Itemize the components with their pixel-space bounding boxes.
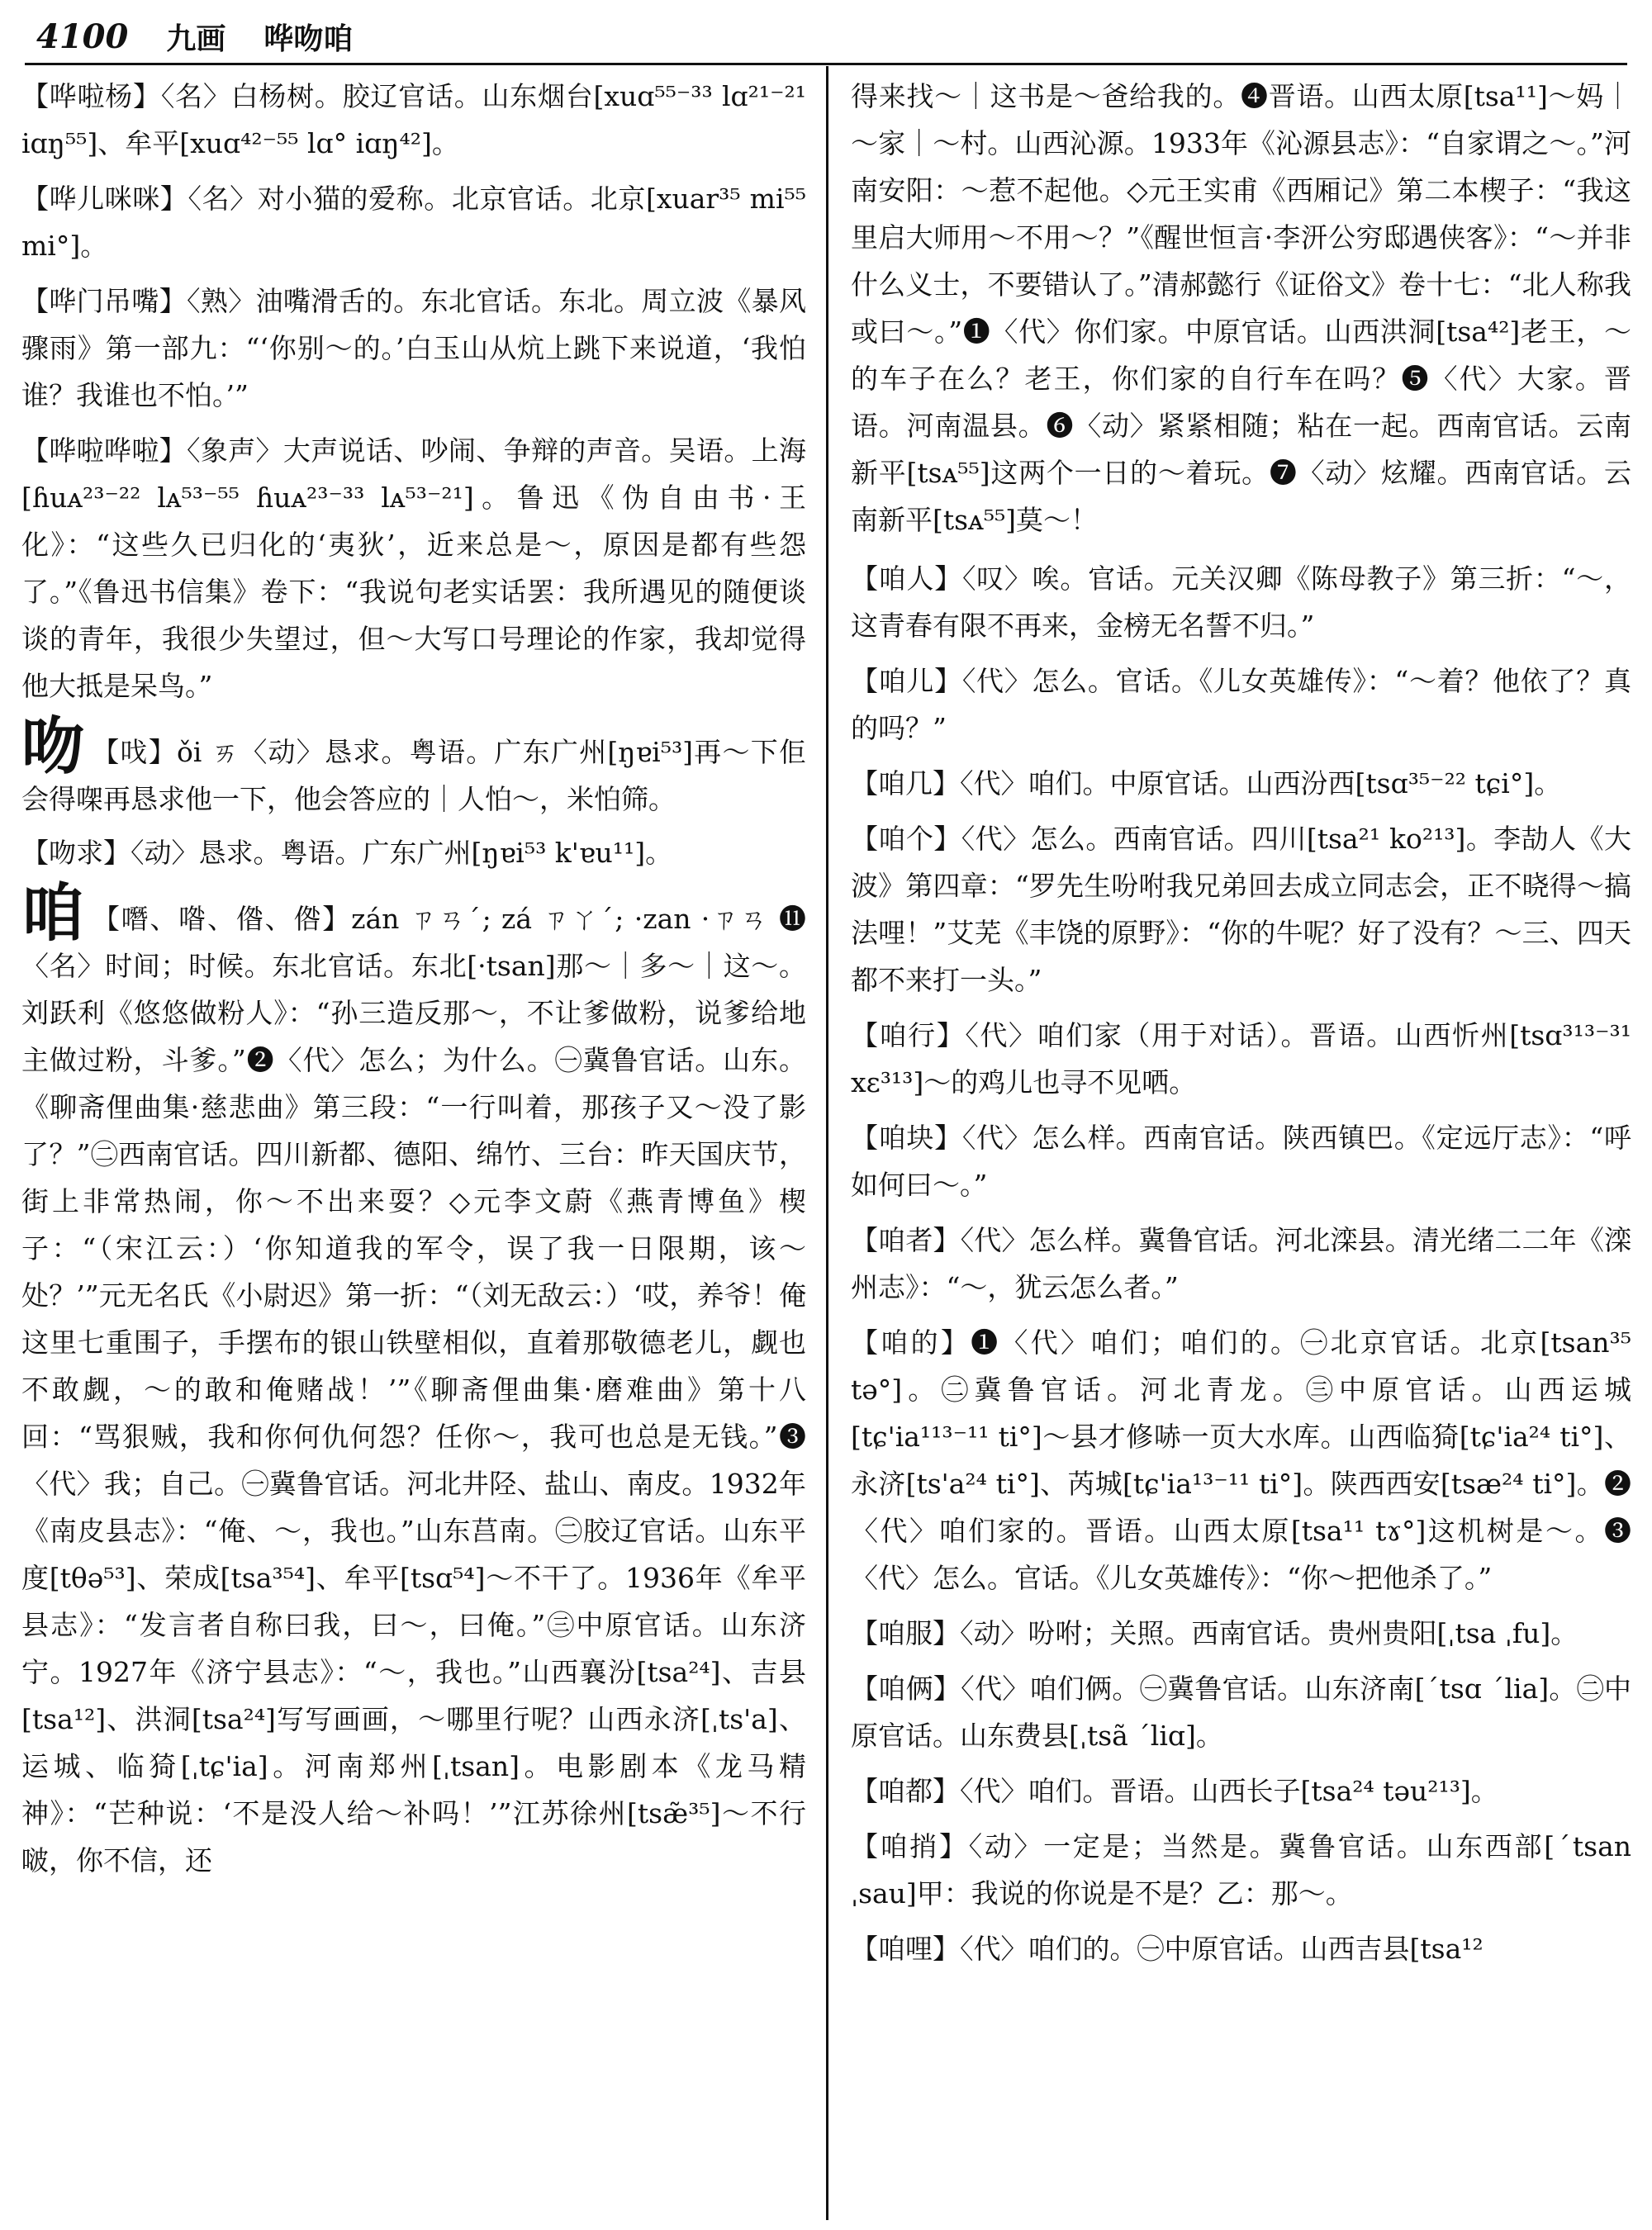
dictionary-entry: 【咱捎】〈动〉一定是；当然是。冀鲁官话。山东西部[ˊtsan ˌsau]甲：我说的你说是不是？乙：那～。: [851, 1830, 1631, 1910]
dictionary-entry: 【咱块】〈代〉怎么样。西南官话。陕西镇巴。《定远厅志》：“呼如何曰～。”: [851, 1122, 1631, 1201]
dictionary-entry: 【哗啦哗啦】〈象声〉大声说话、吵闹、争辩的声音。吴语。上海[ɦuᴀ²³⁻²² lᴀ⁵³⁻⁵⁵ ɦuᴀ²³⁻³³ lᴀ⁵³⁻²¹]。鲁迅《伪自由书·王化》：“这些久已归化的‘夷狄’，近来总是～，原因是都有些怨了。”《鲁迅书信集》卷下：“我说句老实话罢：我所遇见的随便谈谈的青年，我很少失望过，但～大写口号理论的作家，我却觉得他大抵是呆鸟。”: [21, 434, 806, 702]
left-column: [21, 73, 806, 2222]
dictionary-entry: 【咱几】〈代〉咱们。中原官话。山西汾西[tsɑ³⁵⁻²² tɕi°]。: [851, 767, 1562, 799]
dictionary-entry: 【哗啦杨】〈名〉白杨树。胶辽官话。山东烟台[xuɑ⁵⁵⁻³³ lɑ²¹⁻²¹ iɑŋ⁵⁵]、牟平[xuɑ⁴²⁻⁵⁵ lɑ° iɑŋ⁴²]。: [21, 80, 806, 159]
dictionary-entry: 【哗门吊嘴】〈熟〉油嘴滑舌的。东北官话。东北。周立波《暴风骤雨》第一部九：“‘你别～的。’白玉山从炕上跳下来说道，‘我怕谁？我谁也不怕。’”: [21, 285, 806, 411]
dictionary-entry: 【咱行】〈代〉咱们家（用于对话）。晋语。山西忻州[tsɑ³¹³⁻³¹ xɛ³¹³]～的鸡儿也寻不见哂。: [851, 1019, 1631, 1098]
column-divider: [826, 66, 828, 2220]
section-label: 九画: [166, 21, 226, 56]
dictionary-entry: 【咱个】〈代〉怎么。西南官话。四川[tsa²¹ ko²¹³]。李劼人《大波》第四章：“罗先生吩咐我兄弟回去成立同志会，正不晓得～搞法哩！”艾芜《丰饶的原野》：“你的牛呢？好了没有？～三、四天都不来打一头。”: [851, 823, 1631, 996]
right-column: [851, 73, 1631, 2222]
dictionary-entry: 【咱人】〈叹〉唉。官话。元关汉卿《陈母教子》第三折：“～，这青春有限不再来，金榜无名誓不归。”: [851, 562, 1631, 642]
page-number: 4100: [36, 17, 129, 56]
headword-entry-zan: [21, 876, 806, 1884]
dictionary-entry: 【咱都】〈代〉咱们。晋语。山西长子[tsa²⁴ təu²¹³]。: [851, 1775, 1498, 1807]
dictionary-entry: 【咱俩】〈代〉咱们俩。㊀冀鲁官话。山东济南[ˊtsɑ ˊlia]。㊁中原官话。山东费县[ˌtsã ˊliɑ]。: [851, 1672, 1631, 1752]
headword-wen-body: 【𠯫】ǒi ㄞ〈动〉恳求。粤语。广东广州[ŋɐi⁵³]再～下佢会得㗎再恳求他一下，他会答应的｜人怕～，米怕筛。: [21, 736, 806, 815]
headword-wen: 吻: [21, 709, 86, 783]
headword-zan: 咱: [21, 876, 86, 950]
dictionary-entry: 【咱者】〈代〉怎么样。冀鲁官话。河北滦县。清光绪二二年《滦州志》：“～，犹云怎么者。”: [851, 1224, 1631, 1303]
dictionary-entry: 【哗儿咪咪】〈名〉对小猫的爱称。北京官话。北京[xuar³⁵ mi⁵⁵ mi°]。: [21, 183, 806, 262]
continued-entry-text: 得来找～｜这书是～爸给我的。❹晋语。山西太原[tsa¹¹]～妈｜～家｜～村。山西沁源。1933年《沁源县志》：“自家谓之～。”河南安阳：～惹不起他。◇元王实甫《西厢记》第二本楔子：“我这里启大师用～不用～？”《醒世恒言·李汧公穷邸遇侠客》：“～并非什么义士，不要错认了。”清郝懿行《证俗文》卷十七：“北人称我或曰～。”❶〈代〉你们家。中原官话。山西洪洞[tsa⁴²]老王，～的车子在么？老王，你们家的自行车在吗？❺〈代〉大家。晋语。河南温县。❻〈动〉紧紧相随；粘在一起。西南官话。云南新平[tsᴀ⁵⁵]这两个一日的～着玩。❼〈动〉炫耀。西南官话。云南新平[tsᴀ⁵⁵]莫～！: [851, 80, 1631, 536]
dictionary-entry: 【吻求】〈动〉恳求。粤语。广东广州[ŋɐi⁵³ k'ɐu¹¹]。: [21, 837, 673, 869]
dictionary-entry: 【咱的】❶〈代〉咱们；咱们的。㊀北京官话。北京[tsan³⁵ tə°]。㊁冀鲁官话。河北青龙。㊂中原官话。山西运城[tɕ'ia¹¹³⁻¹¹ ti°]～县才修哧一页大水库。山西临猗[tɕ'ia²⁴ ti°]、永济[ts'a²⁴ ti°]、芮城[tɕ'ia¹³⁻¹¹ ti°]。陕西西安[tsæ²⁴ ti°]。❷〈代〉咱们家的。晋语。山西太原[tsa¹¹ tɤ°]这机树是～。❸〈代〉怎么。官话。《儿女英雄传》：“你～把他杀了。”: [851, 1326, 1631, 1594]
headword-zan-body: 【噆、喒、偺、倃】zán ㄗㄢˊ; zá ㄗㄚˊ; ·zan ·ㄗㄢ ⓫〈名〉时间；时候。东北官话。东北[·tsan]那～｜多～｜这～。刘跃利《悠悠做粉人》：“孙三造反那～，不让爹做粉，说爹给地主做过粉，斗爹。”❷〈代〉怎么；为什么。㊀冀鲁官话。山东。《聊斋俚曲集·慈悲曲》第三段：“一行叫着，那孩子又～没了影了？”㊁西南官话。四川新都、德阳、绵竹、三台：昨天国庆节，街上非常热闹，你～不出来耍？◇元李文蔚《燕青博鱼》楔子：“（宋江云：）‘你知道我的军令，误了我一日限期，该～处？’”元无名氏《小尉迟》第一折：“（刘无敌云：）‘哎，养爷！俺这里七重围子，手摆布的银山铁壁相似，直着那敬德老儿，觑也不敢觑，～的敢和俺赌战！’”《聊斋俚曲集·磨难曲》第十八回：“骂狠贼，我和你何仇何怨？任你～，我可也总是无钱。”❸〈代〉我；自己。㊀冀鲁官话。河北井陉、盐山、南皮。1932年《南皮县志》：“俺、～，我也。”山东莒南。㊁胶辽官话。山东平度[tθə⁵³]、荣成[tsa³⁵⁴]、牟平[tsɑ⁵⁴]～不干了。1936年《牟平县志》：“发言者自称曰我，曰～，曰俺。”㊂中原官话。山东济宁。1927年《济宁县志》：“～，我也。”山西襄汾[tsa²⁴]、吉县[tsa¹²]、洪洞[tsa²⁴]写写画画，～哪里行呢？山西永济[ˌts'a]、运城、临猗[ˌtɕ'ia]。河南郑州[ˌtsan]。电影剧本《龙马精神》：“芒种说：‘不是没人给～补吗！’”江苏徐州[tsæ̃³⁵]～不行啵，你不信，还: [21, 903, 806, 1877]
page-header: [36, 13, 1622, 59]
header-rule: [25, 63, 1627, 65]
dictionary-entry: 【咱哩】〈代〉咱们的。㊀中原官话。山西吉县[tsa¹²: [851, 1933, 1483, 1965]
page-headwords: 哗吻咱: [263, 21, 354, 56]
dictionary-entry: 【咱服】〈动〉吩咐；关照。西南官话。贵州贵阳[ˌtsa ˌfu]。: [851, 1617, 1578, 1649]
headword-entry-wen: [21, 709, 806, 823]
dictionary-entry: 【咱儿】〈代〉怎么。官话。《儿女英雄传》：“～着？他依了？真的吗？”: [851, 665, 1631, 744]
